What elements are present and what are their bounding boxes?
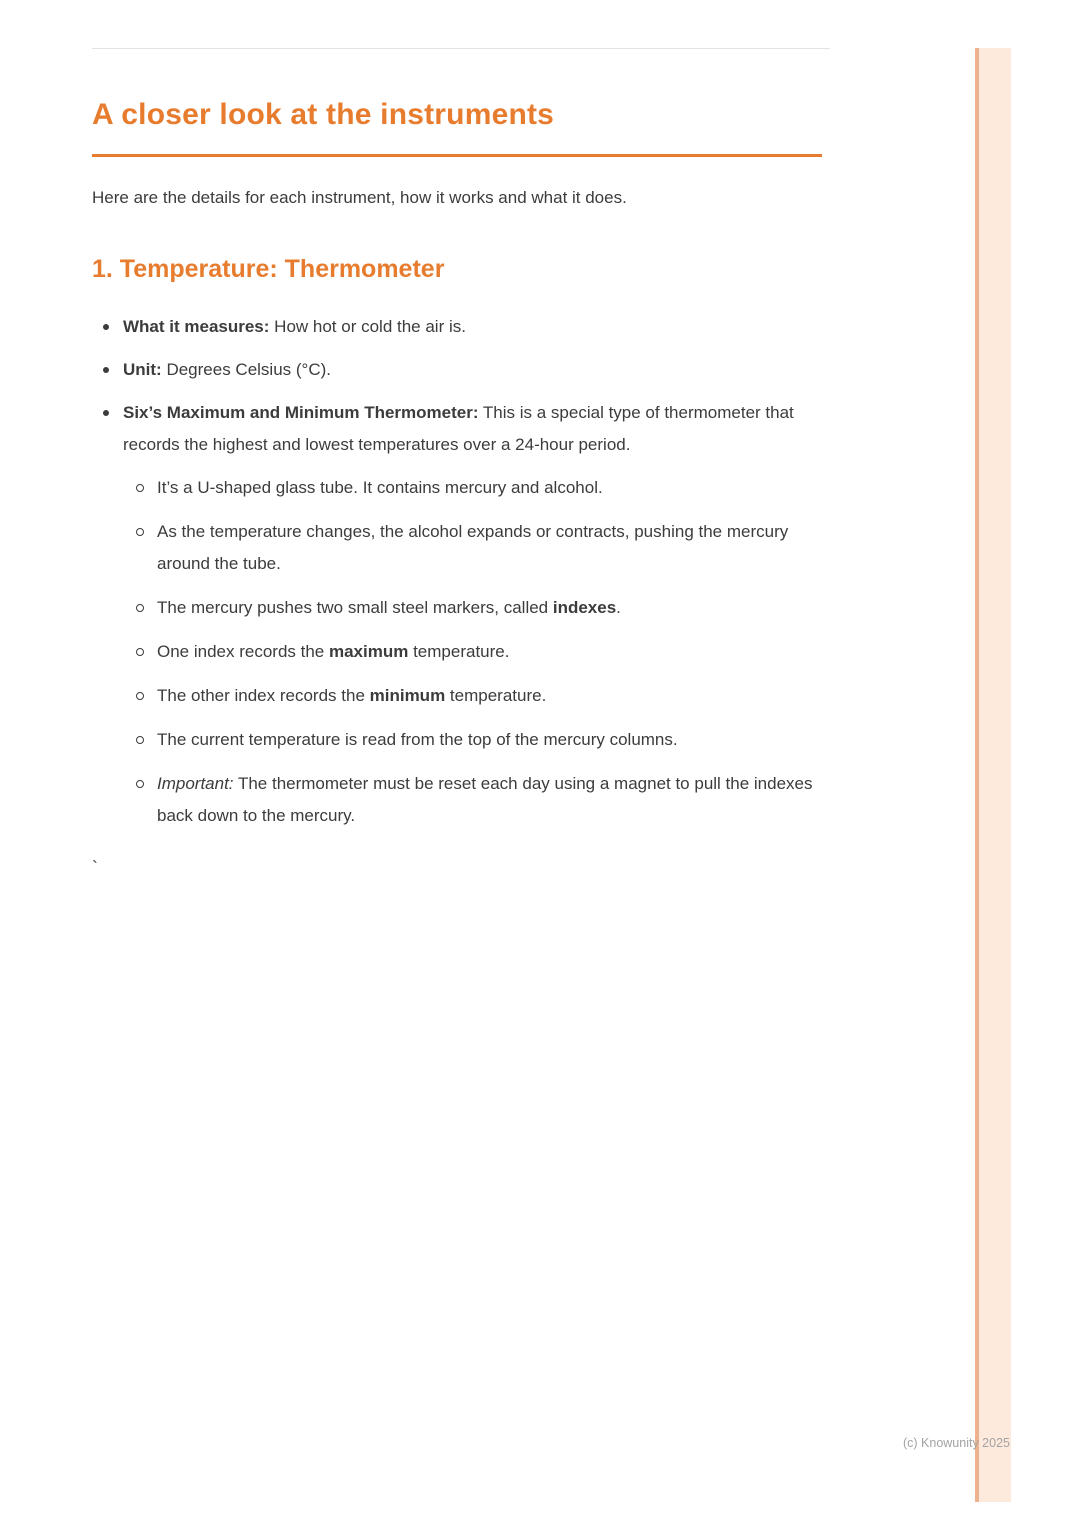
sub-bullet-text bbox=[157, 522, 788, 573]
sub-bullet-pre: The other index records the bbox=[157, 686, 370, 705]
sub-bullet-pre: The current temperature is read from the top of the mercury columns. bbox=[157, 730, 678, 749]
bullet-dot-icon bbox=[103, 367, 109, 373]
sub-bullet-italic: Important: bbox=[157, 774, 234, 793]
sub-bullet-bold: minimum bbox=[369, 686, 446, 705]
sub-bullet-pre: As the temperature changes, the alcohol expands or contracts, pushing the mercury around the tube. bbox=[157, 522, 789, 573]
bullet-label: What it measures: bbox=[123, 317, 270, 336]
bullet-circle-icon bbox=[136, 484, 144, 492]
bullet-text bbox=[123, 403, 794, 454]
bullet-body: This is a special type of thermometer that records the highest and lowest temperatures over a 24-hour period. bbox=[123, 403, 794, 454]
section-title: 1. Temperature: Thermometer bbox=[92, 255, 445, 283]
sub-bullet-post: . bbox=[616, 598, 621, 617]
sub-bullet-text bbox=[157, 774, 813, 825]
sub-bullet-text bbox=[157, 686, 546, 705]
intro-paragraph: Here are the details for each instrument, how it works and what it does. bbox=[92, 188, 627, 207]
sub-bullet-text bbox=[157, 642, 509, 661]
bullet-circle-icon bbox=[136, 780, 144, 788]
decorative-side-band bbox=[975, 48, 1011, 1502]
bullet-circle-icon bbox=[136, 648, 144, 656]
sub-bullet-bold: maximum bbox=[328, 642, 409, 661]
document-content bbox=[92, 96, 822, 832]
bullet-dot-icon bbox=[103, 410, 109, 416]
sub-bullet-post: temperature. bbox=[445, 686, 547, 705]
page-title: A closer look at the instruments bbox=[92, 98, 555, 131]
list-item bbox=[92, 397, 822, 832]
stray-character: ` bbox=[92, 858, 98, 878]
bullet-text bbox=[123, 317, 466, 336]
sub-list-item bbox=[123, 768, 822, 832]
sub-bullet-text bbox=[157, 478, 603, 497]
bullet-body: Degrees Celsius (°C). bbox=[161, 360, 332, 379]
bullet-label: Six’s Maximum and Minimum Thermometer: bbox=[123, 403, 479, 422]
bullet-circle-icon bbox=[136, 604, 144, 612]
list-item bbox=[92, 354, 822, 386]
top-divider bbox=[92, 48, 830, 49]
sub-bullet-post: The thermometer must be reset each day using a magnet to pull the indexes back down to the mercury. bbox=[157, 774, 813, 825]
bullet-label: Unit: bbox=[123, 360, 162, 379]
sub-list-item bbox=[123, 472, 822, 504]
bullet-text bbox=[123, 360, 331, 379]
sub-bullet-text bbox=[157, 598, 621, 617]
sub-list-item bbox=[123, 680, 822, 712]
title-underline bbox=[92, 154, 822, 157]
sub-list-item bbox=[123, 592, 822, 624]
sub-bullet-list bbox=[123, 472, 822, 832]
sub-bullet-pre: It’s a U-shaped glass tube. It contains mercury and alcohol. bbox=[157, 478, 603, 497]
sub-list-item bbox=[123, 516, 822, 580]
bullet-body: How hot or cold the air is. bbox=[269, 317, 466, 336]
sub-list-item bbox=[123, 636, 822, 668]
list-item bbox=[92, 311, 822, 343]
sub-bullet-bold: indexes bbox=[552, 598, 617, 617]
bullet-circle-icon bbox=[136, 736, 144, 744]
sub-bullet-post: temperature. bbox=[408, 642, 510, 661]
bullet-circle-icon bbox=[136, 692, 144, 700]
sub-bullet-pre: The mercury pushes two small steel markers, called bbox=[157, 598, 553, 617]
bullet-dot-icon bbox=[103, 324, 109, 330]
sub-bullet-pre: One index records the bbox=[157, 642, 329, 661]
sub-bullet-text bbox=[157, 730, 678, 749]
bullet-circle-icon bbox=[136, 528, 144, 536]
copyright-note: (c) Knowunity 2025 bbox=[902, 1436, 1010, 1450]
sub-list-item bbox=[123, 724, 822, 756]
bullet-list bbox=[92, 311, 822, 832]
side-band-accent-line bbox=[975, 48, 979, 1502]
